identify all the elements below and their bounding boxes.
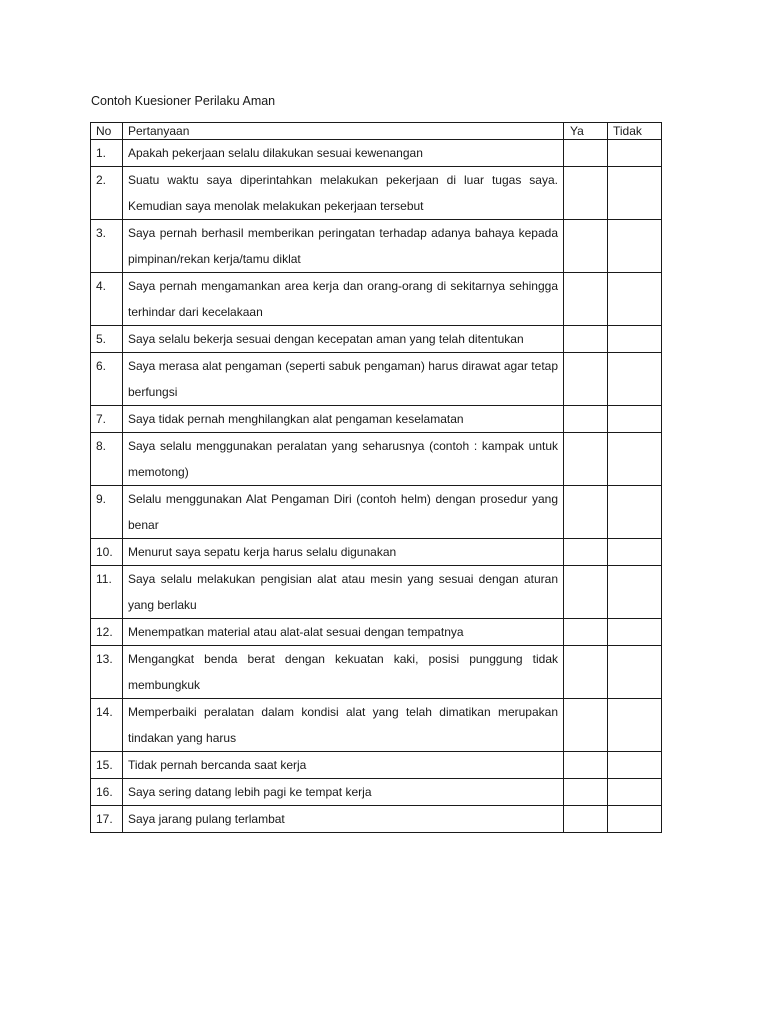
table-row — [91, 326, 662, 353]
row-number: 3. — [91, 220, 123, 273]
table-row — [91, 566, 662, 619]
question-text: Selalu menggunakan Alat Pengaman Diri (contoh helm) dengan prosedur yang benar — [123, 486, 564, 539]
table-row — [91, 486, 662, 539]
row-number: 14. — [91, 699, 123, 752]
answer-no-cell[interactable] — [608, 752, 662, 779]
answer-no-cell[interactable] — [608, 433, 662, 486]
answer-yes-cell[interactable] — [564, 326, 608, 353]
row-number: 8. — [91, 433, 123, 486]
answer-no-cell[interactable] — [608, 140, 662, 167]
answer-no-cell[interactable] — [608, 779, 662, 806]
question-text: Saya sering datang lebih pagi ke tempat kerja — [123, 779, 564, 806]
answer-yes-cell[interactable] — [564, 220, 608, 273]
table-row — [91, 646, 662, 699]
table-row — [91, 752, 662, 779]
answer-no-cell[interactable] — [608, 646, 662, 699]
table-row — [91, 273, 662, 326]
question-text: Saya selalu melakukan pengisian alat atau mesin yang sesuai dengan aturan yang berlaku — [123, 566, 564, 619]
question-text: Saya selalu bekerja sesuai dengan kecepatan aman yang telah ditentukan — [123, 326, 564, 353]
question-text: Saya pernah berhasil memberikan peringatan terhadap adanya bahaya kepada pimpinan/rekan kerja/tamu diklat — [123, 220, 564, 273]
answer-no-cell[interactable] — [608, 806, 662, 833]
question-text: Saya selalu menggunakan peralatan yang seharusnya (contoh : kampak untuk memotong) — [123, 433, 564, 486]
answer-yes-cell[interactable] — [564, 486, 608, 539]
question-text: Apakah pekerjaan selalu dilakukan sesuai kewenangan — [123, 140, 564, 167]
table-row — [91, 779, 662, 806]
answer-no-cell[interactable] — [608, 699, 662, 752]
table-row — [91, 220, 662, 273]
question-text: Saya tidak pernah menghilangkan alat pengaman keselamatan — [123, 406, 564, 433]
questionnaire-table — [90, 122, 662, 833]
question-text: Mengangkat benda berat dengan kekuatan kaki, posisi punggung tidak membungkuk — [123, 646, 564, 699]
table-row — [91, 539, 662, 566]
question-text: Saya pernah mengamankan area kerja dan orang-orang di sekitarnya sehingga terhindar dari kecelakaan — [123, 273, 564, 326]
table-row — [91, 353, 662, 406]
row-number: 1. — [91, 140, 123, 167]
row-number: 16. — [91, 779, 123, 806]
question-text: Memperbaiki peralatan dalam kondisi alat yang telah dimatikan merupakan tindakan yang harus — [123, 699, 564, 752]
answer-yes-cell[interactable] — [564, 140, 608, 167]
question-text: Saya jarang pulang terlambat — [123, 806, 564, 833]
answer-yes-cell[interactable] — [564, 752, 608, 779]
answer-yes-cell[interactable] — [564, 619, 608, 646]
question-text: Tidak pernah bercanda saat kerja — [123, 752, 564, 779]
table-row — [91, 140, 662, 167]
row-number: 17. — [91, 806, 123, 833]
row-number: 6. — [91, 353, 123, 406]
answer-no-cell[interactable] — [608, 406, 662, 433]
row-number: 5. — [91, 326, 123, 353]
header-question: Pertanyaan — [123, 123, 564, 140]
answer-yes-cell[interactable] — [564, 699, 608, 752]
table-row — [91, 406, 662, 433]
row-number: 11. — [91, 566, 123, 619]
header-yes: Ya — [564, 123, 608, 140]
row-number: 9. — [91, 486, 123, 539]
answer-yes-cell[interactable] — [564, 646, 608, 699]
question-text: Menurut saya sepatu kerja harus selalu digunakan — [123, 539, 564, 566]
answer-no-cell[interactable] — [608, 220, 662, 273]
answer-yes-cell[interactable] — [564, 779, 608, 806]
table-row — [91, 619, 662, 646]
header-no: No — [91, 123, 123, 140]
answer-yes-cell[interactable] — [564, 406, 608, 433]
answer-yes-cell[interactable] — [564, 433, 608, 486]
answer-yes-cell[interactable] — [564, 806, 608, 833]
answer-yes-cell[interactable] — [564, 566, 608, 619]
question-text: Menempatkan material atau alat-alat sesuai dengan tempatnya — [123, 619, 564, 646]
row-number: 13. — [91, 646, 123, 699]
page-title: Contoh Kuesioner Perilaku Aman — [91, 94, 276, 108]
answer-yes-cell[interactable] — [564, 539, 608, 566]
row-number: 2. — [91, 167, 123, 220]
row-number: 15. — [91, 752, 123, 779]
answer-no-cell[interactable] — [608, 167, 662, 220]
table-row — [91, 167, 662, 220]
answer-no-cell[interactable] — [608, 539, 662, 566]
answer-no-cell[interactable] — [608, 486, 662, 539]
row-number: 10. — [91, 539, 123, 566]
question-text: Saya merasa alat pengaman (seperti sabuk pengaman) harus dirawat agar tetap berfungsi — [123, 353, 564, 406]
answer-no-cell[interactable] — [608, 566, 662, 619]
table-row — [91, 806, 662, 833]
answer-yes-cell[interactable] — [564, 167, 608, 220]
answer-yes-cell[interactable] — [564, 273, 608, 326]
header-no-answer: Tidak — [608, 123, 662, 140]
answer-no-cell[interactable] — [608, 619, 662, 646]
answer-no-cell[interactable] — [608, 273, 662, 326]
table-row — [91, 699, 662, 752]
row-number: 4. — [91, 273, 123, 326]
answer-yes-cell[interactable] — [564, 353, 608, 406]
question-text: Suatu waktu saya diperintahkan melakukan pekerjaan di luar tugas saya. Kemudian saya menolak melakukan pekerjaan tersebut — [123, 167, 564, 220]
row-number: 7. — [91, 406, 123, 433]
table-header-row — [91, 123, 662, 140]
table-row — [91, 433, 662, 486]
answer-no-cell[interactable] — [608, 353, 662, 406]
row-number: 12. — [91, 619, 123, 646]
answer-no-cell[interactable] — [608, 326, 662, 353]
